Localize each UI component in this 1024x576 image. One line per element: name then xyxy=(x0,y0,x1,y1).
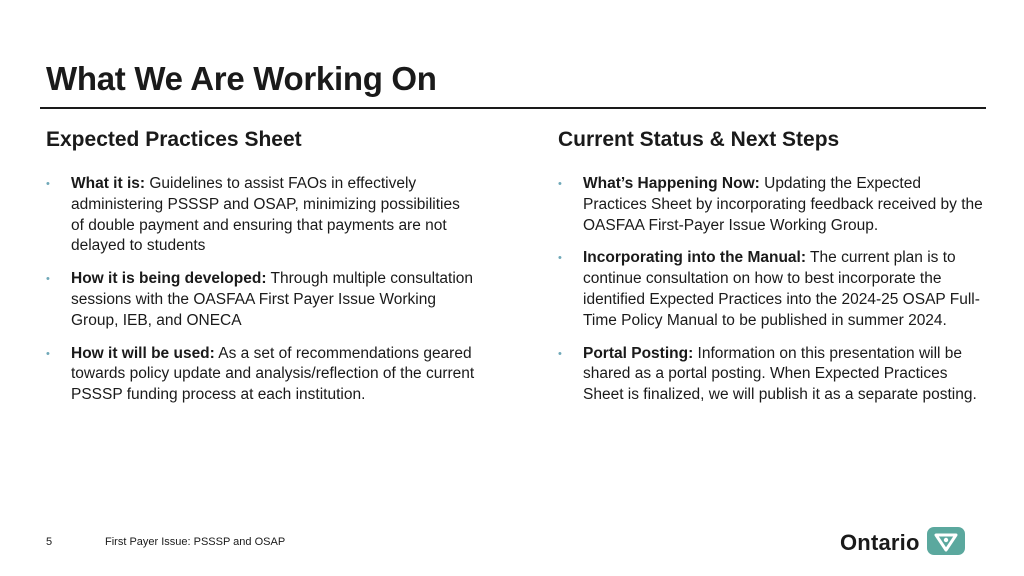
left-column xyxy=(46,128,476,418)
bullet-item xyxy=(46,174,476,257)
bullet-item xyxy=(558,174,988,236)
slide-title: What We Are Working On xyxy=(46,60,437,97)
bullet-dot-icon: • xyxy=(558,347,562,360)
bullet-text: Guidelines to assist FAOs in effectively administering PSSSP and OSAP, minimizing possibilities of double payment and ensuring that payments are not delayed to students xyxy=(71,175,460,255)
bullet-text: As a set of recommendations geared towards policy update and analysis/reflection of the current PSSSP funding process at each institution. xyxy=(71,344,475,404)
bullet-text: The current plan is to continue consultation on how to best incorporate the identified Expected Practices into the 2024-25 OSAP Full-Time Policy Manual to be published in summer 2024. xyxy=(583,249,980,329)
bullet-term: How it is being developed: xyxy=(71,270,267,288)
bullet-item xyxy=(46,269,476,331)
page-number: 5 xyxy=(46,536,53,548)
bullet-text: Information on this presentation will be shared as a portal posting. When Expected Practices Sheet is finalized, we will publish it as a separate posting. xyxy=(583,344,977,404)
bullet-term: Portal Posting: xyxy=(583,344,694,362)
ontario-logo xyxy=(840,526,988,560)
bullet-dot-icon: • xyxy=(558,178,562,190)
left-bullet-list xyxy=(46,174,476,406)
bullet-text: Through multiple consultation sessions with the OASFAA First Payer Issue Working Group, IEB, and ONECA xyxy=(71,270,474,329)
bullet-term: What it is: xyxy=(71,175,146,192)
bullet-term: How it will be used: xyxy=(71,344,215,362)
right-column-heading: Current Status & Next Steps xyxy=(558,128,840,151)
bullet-term: Incorporating into the Manual: xyxy=(583,249,807,267)
bullet-dot-icon: • xyxy=(46,178,50,190)
bullet-dot-icon: • xyxy=(46,273,50,286)
bullet-term: What’s Happening Now: xyxy=(583,175,760,192)
bullet-text: Updating the Expected Practices Sheet by incorporating feedback received by the OASFAA First-Payer Issue Working Group. xyxy=(583,175,983,234)
bullet-item xyxy=(558,248,988,331)
right-column xyxy=(558,128,988,418)
logo-wordmark: Ontario xyxy=(840,530,920,555)
trillium-icon xyxy=(926,526,966,561)
footer-text: First Payer Issue: PSSSP and OSAP xyxy=(105,536,286,548)
bullet-dot-icon: • xyxy=(46,347,50,360)
bullet-dot-icon: • xyxy=(558,252,562,265)
title-divider xyxy=(40,107,986,109)
bullet-item xyxy=(558,344,988,406)
left-column-heading: Expected Practices Sheet xyxy=(46,128,302,151)
right-bullet-list xyxy=(558,174,988,406)
bullet-item xyxy=(46,344,476,406)
